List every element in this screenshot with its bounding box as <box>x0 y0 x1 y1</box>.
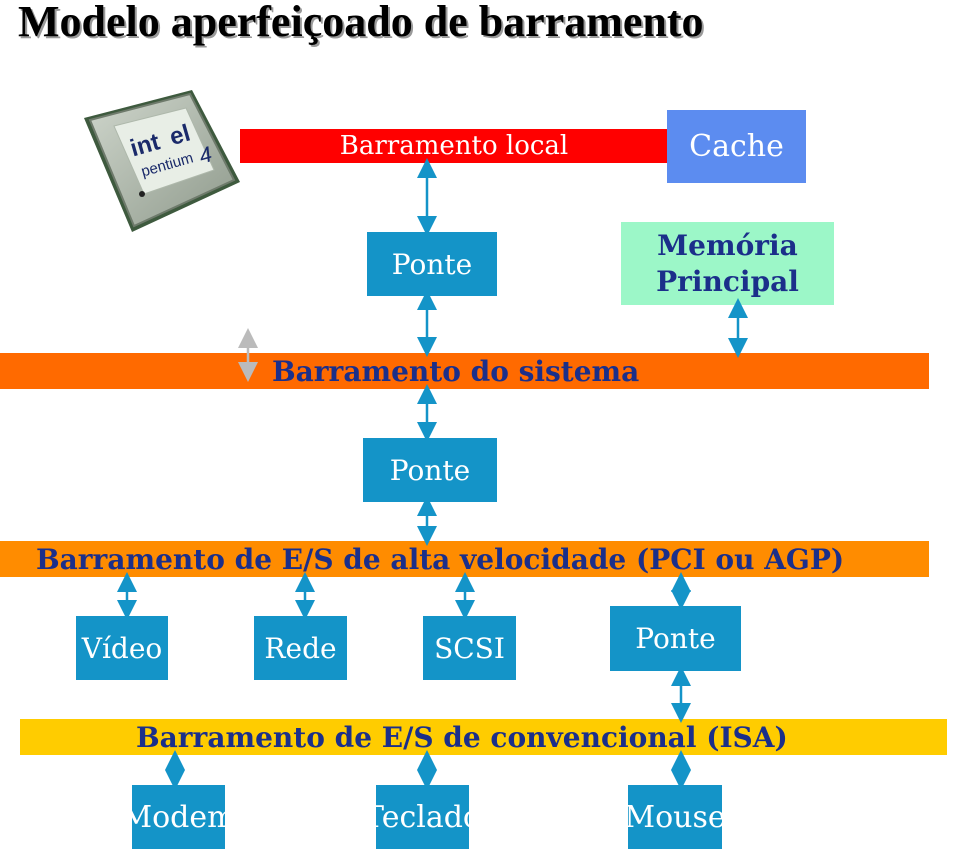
mouse-label: Mouse <box>624 799 726 835</box>
local-bus-label: Barramento local <box>339 131 569 161</box>
svg-text:int: int <box>127 128 163 163</box>
modem-label: Modem <box>121 799 236 835</box>
scsi-label: SCSI <box>434 631 505 665</box>
cache-label: Cache <box>689 129 784 164</box>
svg-text:4: 4 <box>196 141 215 169</box>
keyboard-label: Teclado <box>364 799 481 835</box>
page-title: Modelo aperfeiçoado de barramento <box>18 0 704 46</box>
bridge-1-label: Ponte <box>391 247 473 281</box>
svg-text:el: el <box>166 119 194 152</box>
high-speed-io-bus-label: Barramento de E/S de alta velocidade (PCI ou AGP) <box>36 542 845 576</box>
network-label: Rede <box>264 631 337 665</box>
svg-text:pentium: pentium <box>139 149 196 181</box>
bridge-2-label: Ponte <box>389 453 471 487</box>
main-memory-label: Memória Principal <box>656 228 799 298</box>
system-bus-label: Barramento do sistema <box>272 354 640 388</box>
video-label: Vídeo <box>81 631 163 665</box>
conventional-io-bus-label: Barramento de E/S de convencional (ISA) <box>136 720 788 754</box>
bridge-3-label: Ponte <box>635 622 716 655</box>
